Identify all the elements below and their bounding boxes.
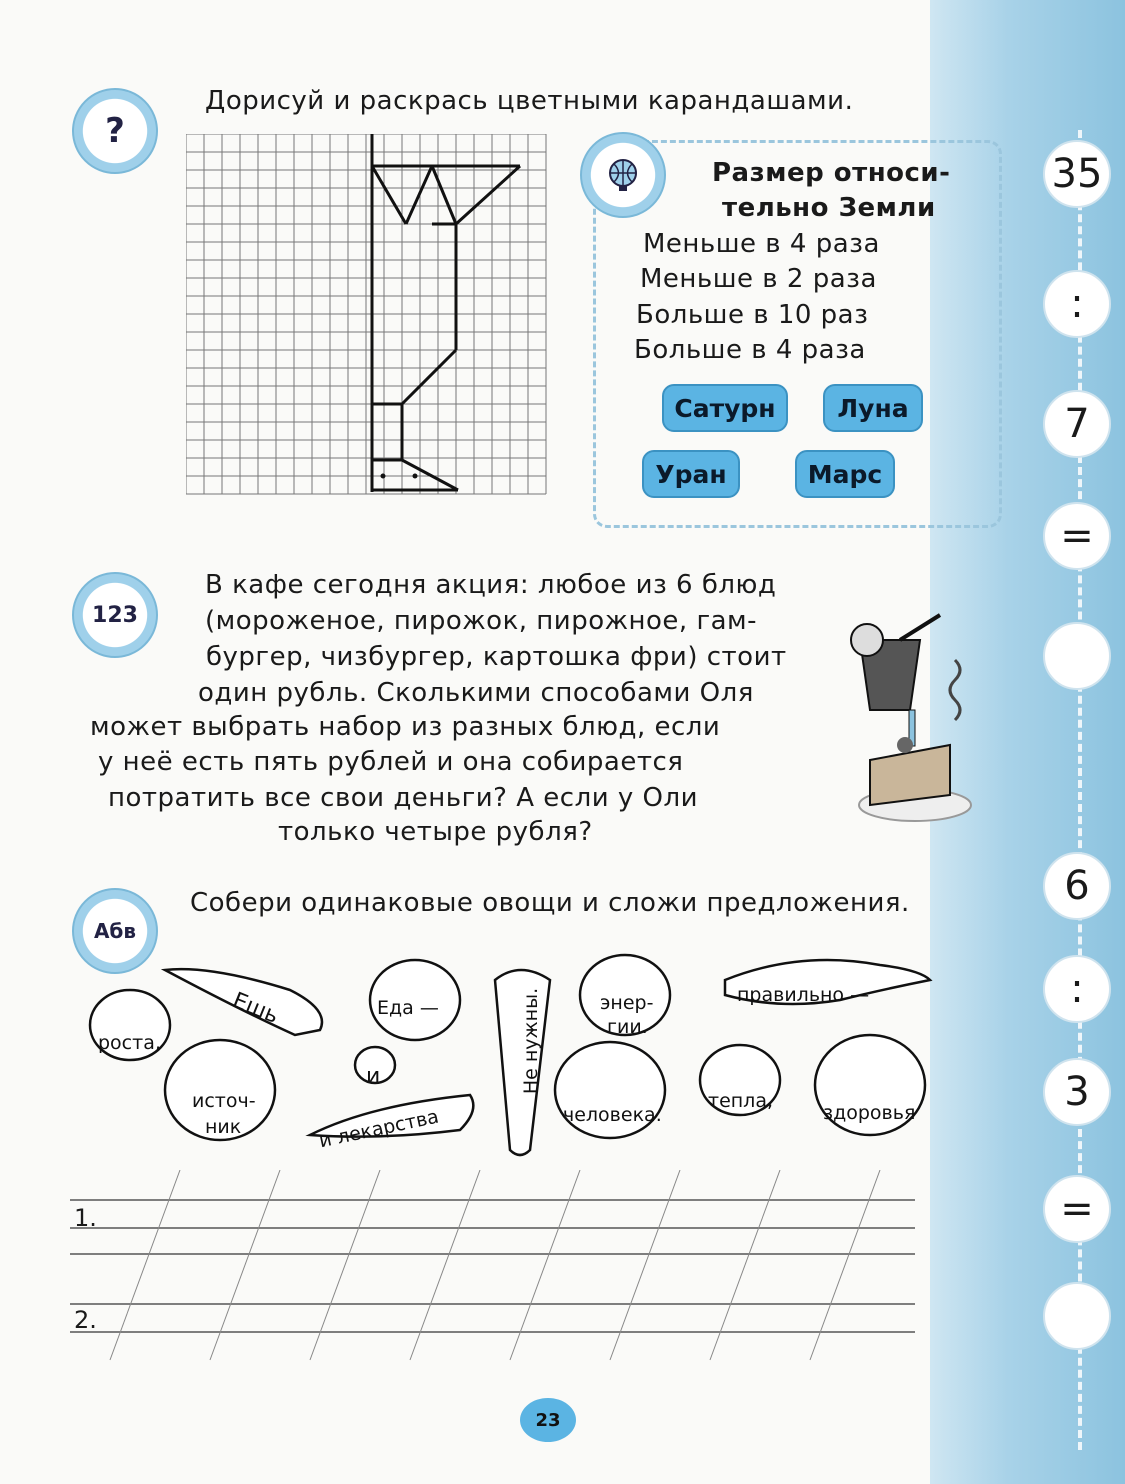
answer-label-2: 2. <box>74 1306 97 1334</box>
word-small-i[interactable]: и <box>366 1064 381 1089</box>
word-tomato-ist-1[interactable]: источ- <box>192 1090 256 1112</box>
word-tomato-zdor[interactable]: здоровья <box>823 1102 916 1124</box>
planet-size-line: Меньше в 4 раза <box>643 229 880 259</box>
rail-cell-8: 3 <box>1043 1058 1111 1126</box>
task2-line: может выбрать набор из разных блюд, если <box>90 712 721 742</box>
rail-cell-1: 35 <box>1043 140 1111 208</box>
planet-size-line: Больше в 4 раза <box>634 335 866 365</box>
task2-line: бургер, чизбургер, картошка фри) стоит <box>206 642 787 672</box>
word-tomato-energy-1[interactable]: энер- <box>600 992 654 1014</box>
rail-cell-2: : <box>1043 270 1111 338</box>
answer-label-1: 1. <box>74 1204 97 1232</box>
planet-size-line: Меньше в 2 раза <box>640 264 877 294</box>
rail-cell-7: : <box>1043 955 1111 1023</box>
word-carrot-eat[interactable]: Ешь <box>229 988 282 1029</box>
task2-line: только четыре рубля? <box>278 817 593 847</box>
word-carrot-lek[interactable]: и лекарства <box>317 1105 441 1153</box>
task2-line: у неё есть пять рублей и она собирается <box>98 747 684 777</box>
rail-cell-6: 6 <box>1043 852 1111 920</box>
rail-cell-3: 7 <box>1043 390 1111 458</box>
task2-badge-numbers-icon: 123 <box>72 572 158 658</box>
task2-line: В кафе сегодня акция: любое из 6 блюд <box>205 570 777 600</box>
planet-title-1: Размер относи- <box>712 158 951 188</box>
word-carrot-right[interactable]: правильно — <box>737 984 870 1006</box>
rail-cell-4: = <box>1043 502 1111 570</box>
rail-cell-9: = <box>1043 1175 1111 1243</box>
page-number: 23 <box>520 1398 576 1442</box>
planet-size-line: Больше в 10 раз <box>636 300 869 330</box>
word-tomato-rost[interactable]: роста, <box>98 1032 161 1054</box>
task1-badge-question-icon: ? <box>72 88 158 174</box>
planet-uranus[interactable]: Уран <box>642 450 740 498</box>
planet-mars[interactable]: Марс <box>795 450 895 498</box>
word-tomato-ist-2[interactable]: ник <box>205 1116 242 1138</box>
word-tomato-chel[interactable]: человека. <box>563 1104 662 1126</box>
globe-icon <box>580 132 666 218</box>
task2-line: (мороженое, пирожок, пирожное, гам- <box>205 606 758 636</box>
rail-cell-5-empty[interactable] <box>1043 622 1111 690</box>
task2-line: потратить все свои деньги? А если у Оли <box>108 783 699 813</box>
rail-cell-10-empty[interactable] <box>1043 1282 1111 1350</box>
planet-moon[interactable]: Луна <box>823 384 923 432</box>
word-tomato-tepla[interactable]: тепла, <box>708 1090 774 1112</box>
word-tomato-energy-2[interactable]: гии. <box>607 1016 648 1038</box>
task1-instruction: Дорисуй и раскрась цветными карандашами. <box>205 86 854 116</box>
planet-saturn[interactable]: Сатурн <box>662 384 788 432</box>
planet-title-2: тельно Земли <box>722 193 936 223</box>
drink-and-cake-icon <box>845 610 985 840</box>
drawing-grid[interactable] <box>186 134 548 496</box>
grid-lines <box>186 134 546 494</box>
word-tomato-eda[interactable]: Еда — <box>377 997 439 1019</box>
word-carrot-ne[interactable]: Не нужны. <box>520 987 543 1095</box>
writing-lines[interactable] <box>70 1170 920 1370</box>
task2-line: один рубль. Сколькими способами Оля <box>198 678 754 708</box>
task3-badge-letters-icon: Абв <box>72 888 158 974</box>
task3-instruction: Собери одинаковые овощи и сложи предложения. <box>190 888 910 918</box>
